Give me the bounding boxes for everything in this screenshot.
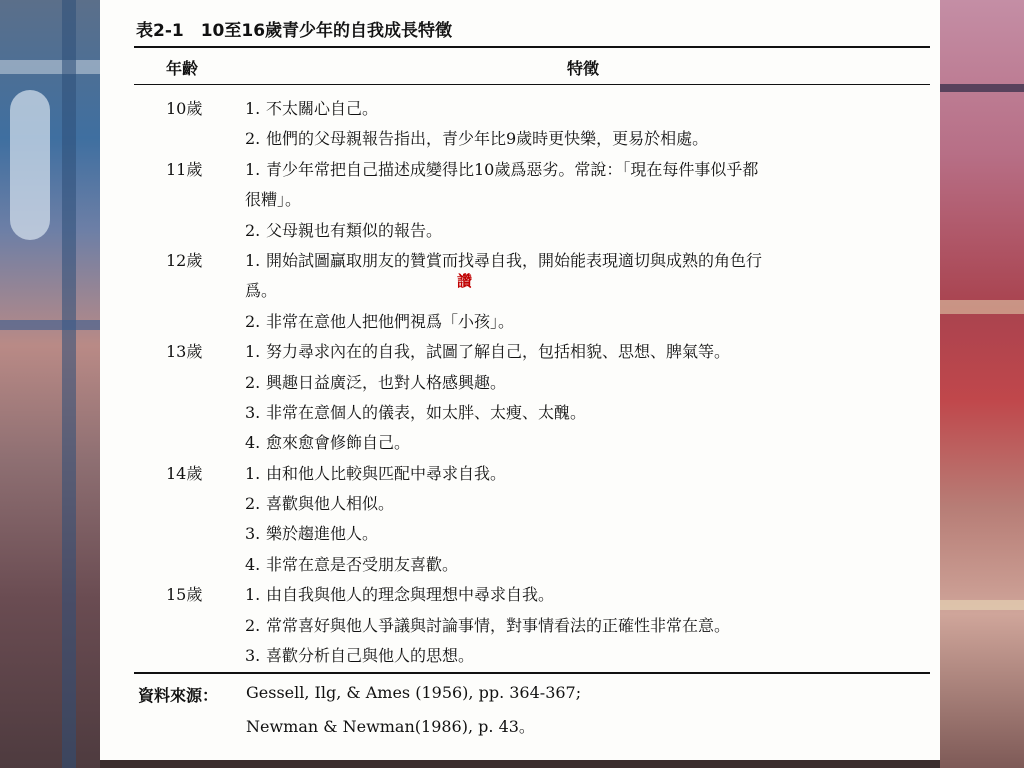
red-annotation: 讚 [457, 272, 473, 290]
document-page [100, 0, 940, 760]
table-row [100, 307, 940, 337]
source-label: 資料來源： [138, 686, 219, 705]
item-number: 2. [245, 220, 261, 240]
table-row [100, 519, 940, 549]
age-cell: 10歲 [166, 99, 203, 118]
feature-text: 非常在意他人把他們視爲「小孩」。 [266, 311, 515, 331]
table-row [100, 185, 940, 215]
item-number: 2. [245, 311, 261, 331]
item-number: 4. [245, 554, 261, 574]
feature-text: 喜歡分析自己與他人的思想。 [266, 646, 475, 666]
table-row [100, 94, 940, 124]
background-bottom-strip [100, 760, 940, 768]
table-row [100, 276, 940, 306]
table-row [100, 611, 940, 641]
item-number: 2. [245, 494, 261, 514]
header-rule [134, 84, 930, 85]
table-row [100, 641, 940, 671]
table-row [100, 398, 940, 428]
top-rule [134, 46, 930, 48]
feature-text: 非常在意是否受朋友喜歡。 [266, 554, 459, 574]
item-number: 3. [245, 524, 261, 544]
feature-text: 由自我與他人的理念與理想中尋求自我。 [266, 585, 555, 605]
table-row [100, 459, 940, 489]
table-row [100, 216, 940, 246]
age-cell: 13歲 [166, 342, 203, 362]
table-row [100, 155, 940, 185]
age-cell: 15歲 [166, 585, 203, 605]
table-row [100, 580, 940, 610]
feature-text: 樂於趨進他人。 [266, 524, 379, 544]
feature-text: 由和他人比較與匹配中尋求自我。 [266, 463, 507, 483]
header-age: 年齡 [166, 59, 199, 78]
background-left-strip [0, 0, 100, 768]
item-number: 4. [245, 433, 261, 453]
age-cell: 12歲 [166, 250, 203, 270]
item-number: 1. [245, 159, 261, 179]
feature-text: 愈來愈會修飾自己。 [266, 433, 411, 453]
feature-text: 開始試圖贏取朋友的贊賞而找尋自我，開始能表現適切與成熟的角色行 [266, 250, 763, 270]
item-number: 2. [245, 129, 261, 149]
feature-text: 常常喜好與他人爭議與討論事情，對事情看法的正確性非常在意。 [266, 615, 731, 635]
item-number: 1. [245, 342, 261, 362]
feature-text: 青少年常把自己描述成變得比10歲爲惡劣。常說：「現在每件事似乎都 [266, 159, 759, 179]
item-number: 2. [245, 372, 261, 392]
table-row [100, 550, 940, 580]
item-number: 3. [245, 646, 261, 666]
item-number: 1. [245, 250, 261, 270]
source-citation-2: Newman & Newman(1986), p. 43。 [246, 717, 535, 736]
table-row [100, 337, 940, 367]
feature-text: 不太關心自己。 [266, 99, 379, 118]
age-cell: 14歲 [166, 463, 203, 483]
table-title: 表2-1 10至16歲青少年的自我成長特徵 [136, 21, 453, 41]
feature-text: 努力尋求內在的自我，試圖了解自己，包括相貌、思想、脾氣等。 [266, 342, 731, 362]
feature-text: 非常在意個人的儀表，如太胖、太瘦、太醜。 [266, 402, 587, 422]
table-row [100, 246, 940, 276]
table-row [100, 124, 940, 154]
bottom-rule [134, 672, 930, 674]
feature-text: 父母親也有類似的報告。 [266, 220, 443, 240]
background-right-strip [940, 0, 1024, 768]
table-row [100, 428, 940, 458]
item-number: 1. [245, 99, 261, 118]
table-body [100, 94, 940, 671]
table-row [100, 489, 940, 519]
feature-text: 他們的父母親報告指出，青少年比9歲時更快樂，更易於相處。 [266, 129, 709, 149]
source-citation-1: Gessell, Ilg, & Ames (1956), pp. 364-367; [246, 683, 582, 702]
table-row [100, 368, 940, 398]
age-cell: 11歲 [166, 159, 203, 179]
item-number: 1. [245, 463, 261, 483]
feature-text: 喜歡與他人相似。 [266, 494, 395, 514]
item-number: 2. [245, 615, 261, 635]
item-number: 1. [245, 585, 261, 605]
feature-text: 興趣日益廣泛，也對人格感興趣。 [266, 372, 507, 392]
feature-text: 很糟」。 [245, 190, 302, 210]
item-number: 3. [245, 402, 261, 422]
feature-text: 爲。 [245, 281, 278, 301]
header-features: 特徵 [567, 59, 600, 78]
